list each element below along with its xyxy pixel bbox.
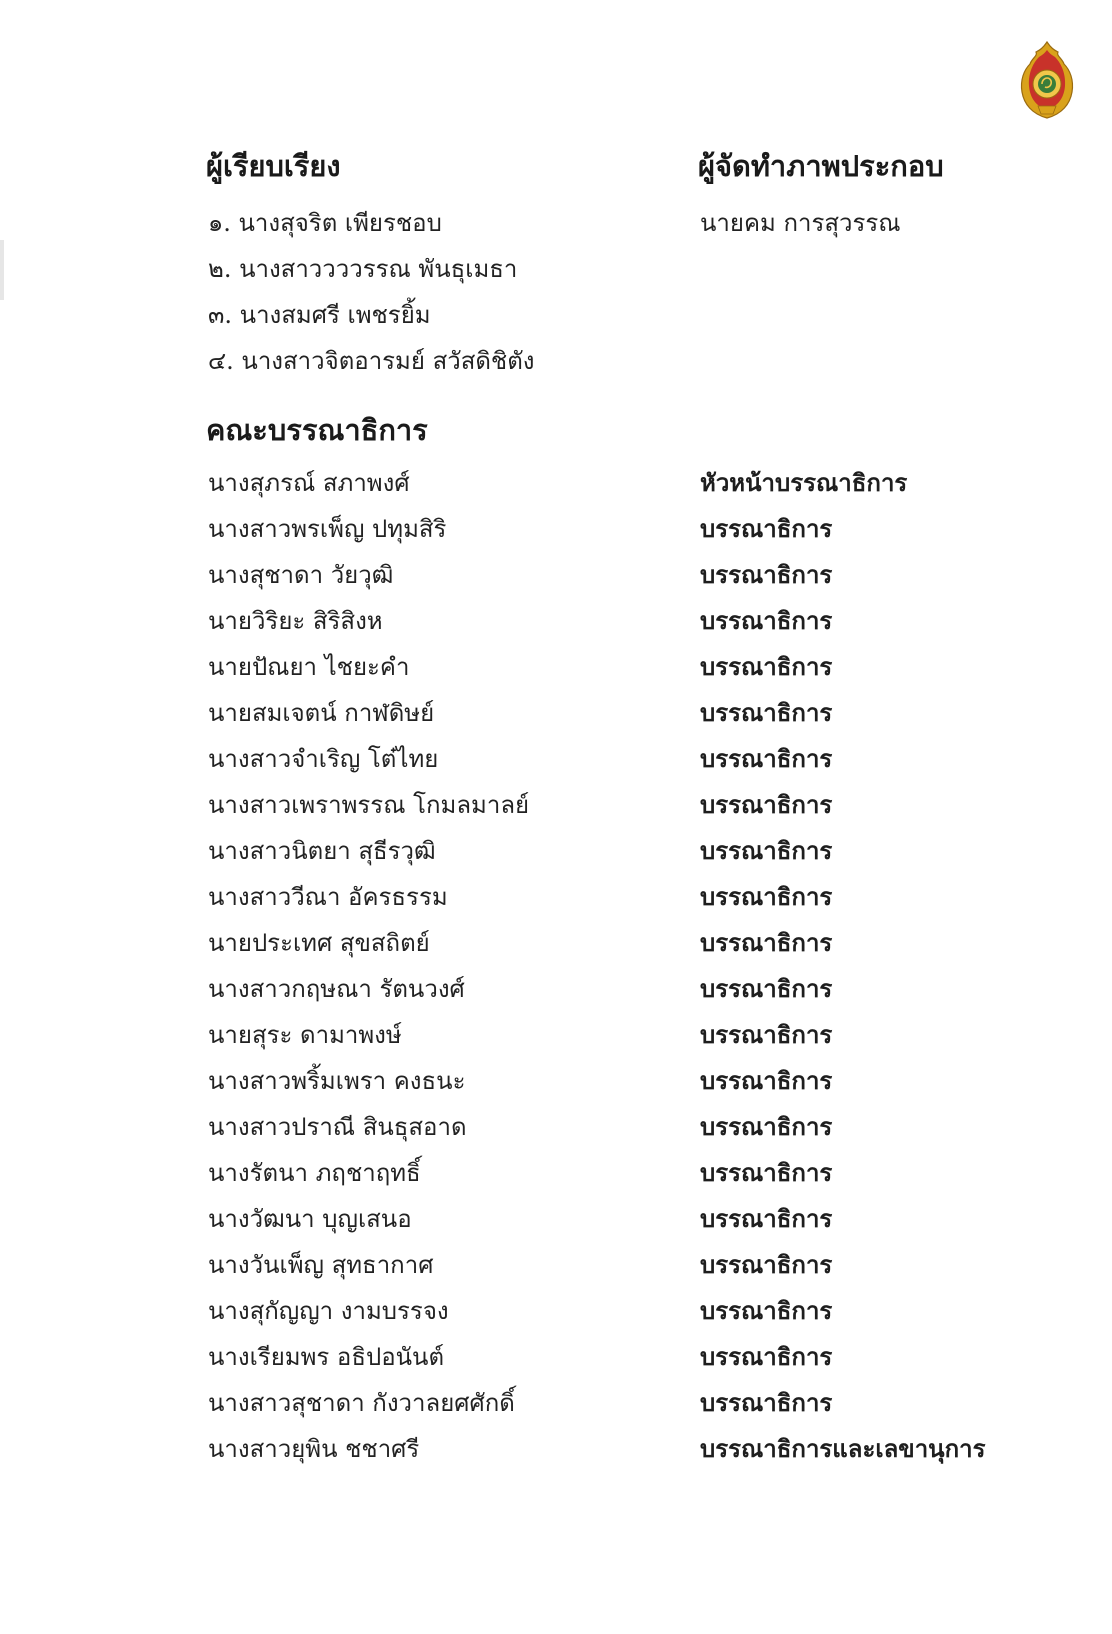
- editor-name: นางสาวเพราพรรณ โกมลมาลย์: [208, 791, 530, 819]
- editor-row: [208, 874, 1008, 920]
- editor-role: บรรณาธิการ: [700, 1112, 833, 1141]
- editor-row: [208, 552, 1008, 598]
- editor-name: นางสุกัญญา งามบรรจง: [208, 1297, 449, 1325]
- compiler-item: ๑. นางสุจริต เพียรชอบ: [208, 209, 442, 237]
- editor-role: บรรณาธิการ: [700, 606, 833, 635]
- editor-name: นางวัฒนา บุญเสนอ: [208, 1205, 412, 1233]
- illustrator-heading: ผู้จัดทำภาพประกอบ: [698, 149, 944, 183]
- editor-role: บรรณาธิการ: [700, 1296, 833, 1325]
- editor-role: บรรณาธิการ: [700, 1020, 833, 1049]
- editor-row: [208, 1288, 1008, 1334]
- editor-row: [208, 1380, 1008, 1426]
- editor-row: [208, 782, 1008, 828]
- editor-role: บรรณาธิการ: [700, 1158, 833, 1187]
- editor-name: นางสาววีณา อัครธรรม: [208, 883, 448, 911]
- editor-row: [208, 460, 1008, 506]
- compilers-heading: ผู้เรียบเรียง: [206, 149, 341, 183]
- editor-role: บรรณาธิการ: [700, 1204, 833, 1233]
- editor-name: นางสาวพริ้มเพรา คงธนะ: [208, 1067, 466, 1095]
- editor-row: [208, 1334, 1008, 1380]
- editor-role: บรรณาธิการ: [700, 1388, 833, 1417]
- editor-row: [208, 1242, 1008, 1288]
- editor-row: [208, 1058, 1008, 1104]
- editor-role: บรรณาธิการ: [700, 928, 833, 957]
- editor-row: [208, 736, 1008, 782]
- editor-row: [208, 1150, 1008, 1196]
- editor-row: [208, 598, 1008, 644]
- editor-name: นางสาวปราณี สินธุสอาด: [208, 1113, 467, 1141]
- editor-name: นายวิริยะ สิริสิงห: [208, 607, 383, 635]
- editor-name: นางสาวกฤษณา รัตนวงศ์: [208, 975, 465, 1003]
- editors-list: [208, 460, 1008, 1472]
- editor-name: นางวันเพ็ญ สุทธากาศ: [208, 1251, 434, 1279]
- editor-row: [208, 1196, 1008, 1242]
- editor-name: นายประเทศ สุขสถิตย์: [208, 929, 430, 957]
- editor-name: นางสาวพรเพ็ญ ปทุมสิริ: [208, 515, 447, 543]
- editor-row: [208, 690, 1008, 736]
- compilers-list: [208, 200, 535, 384]
- editor-name: นางสุชาดา วัยวุฒิ: [208, 561, 394, 589]
- editor-row: [208, 1104, 1008, 1150]
- editor-role: บรรณาธิการ: [700, 836, 833, 865]
- editor-role: บรรณาธิการ: [700, 744, 833, 773]
- editor-role: บรรณาธิการ: [700, 652, 833, 681]
- editor-row: [208, 506, 1008, 552]
- editor-role: บรรณาธิการ: [700, 514, 833, 543]
- editor-role: บรรณาธิการ: [700, 698, 833, 727]
- editor-role: บรรณาธิการ: [700, 1250, 833, 1279]
- compiler-item: ๔. นางสาวจิตอารมย์ สวัสดิชิตัง: [208, 347, 535, 375]
- editor-role: บรรณาธิการ: [700, 1066, 833, 1095]
- editor-name: นายสุระ ดามาพงษ์: [208, 1021, 402, 1049]
- editor-row: [208, 1426, 1008, 1472]
- editor-name: นางสาวสุชาดา กังวาลยศศักดิ์: [208, 1389, 515, 1417]
- scan-edge-mark: [0, 240, 4, 300]
- editor-row: [208, 920, 1008, 966]
- editor-role: บรรณาธิการ: [700, 1342, 833, 1371]
- editor-row: [208, 644, 1008, 690]
- editor-name: นายสมเจตน์ กาฬดิษย์: [208, 699, 435, 727]
- editor-name: นางเรียมพร อธิปอนันต์: [208, 1343, 445, 1371]
- editor-role: บรรณาธิการ: [700, 790, 833, 819]
- editor-name: นายปัณยา ไชยะคำ: [208, 653, 410, 681]
- editor-role: บรรณาธิการ: [700, 560, 833, 589]
- editor-name: นางสาวจำเริญ โต๋ไทย: [208, 745, 439, 773]
- editor-row: [208, 828, 1008, 874]
- editors-heading: คณะบรรณาธิการ: [206, 413, 428, 447]
- illustrator-name: นายคม การสุวรรณ: [700, 209, 901, 237]
- editor-name: นางสาวยุพิน ชชาศรี: [208, 1435, 420, 1463]
- ministry-emblem-icon: [1018, 40, 1076, 120]
- editor-role: หัวหน้าบรรณาธิการ: [700, 468, 908, 497]
- editor-role: บรรณาธิการ: [700, 882, 833, 911]
- editor-row: [208, 966, 1008, 1012]
- editor-role: บรรณาธิการ: [700, 974, 833, 1003]
- editor-row: [208, 1012, 1008, 1058]
- compiler-item: ๓. นางสมศรี เพชรยิ้ม: [208, 301, 431, 329]
- editor-role: บรรณาธิการและเลขานุการ: [700, 1434, 986, 1463]
- compiler-item: ๒. นางสาววววรรณ พันธุเมธา: [208, 255, 518, 283]
- editor-name: นางสุภรณ์ สภาพงศ์: [208, 469, 410, 497]
- editor-name: นางรัตนา ภฤชาฤทธิ์: [208, 1159, 421, 1187]
- editor-name: นางสาวนิตยา สุธีรวุฒิ: [208, 837, 436, 865]
